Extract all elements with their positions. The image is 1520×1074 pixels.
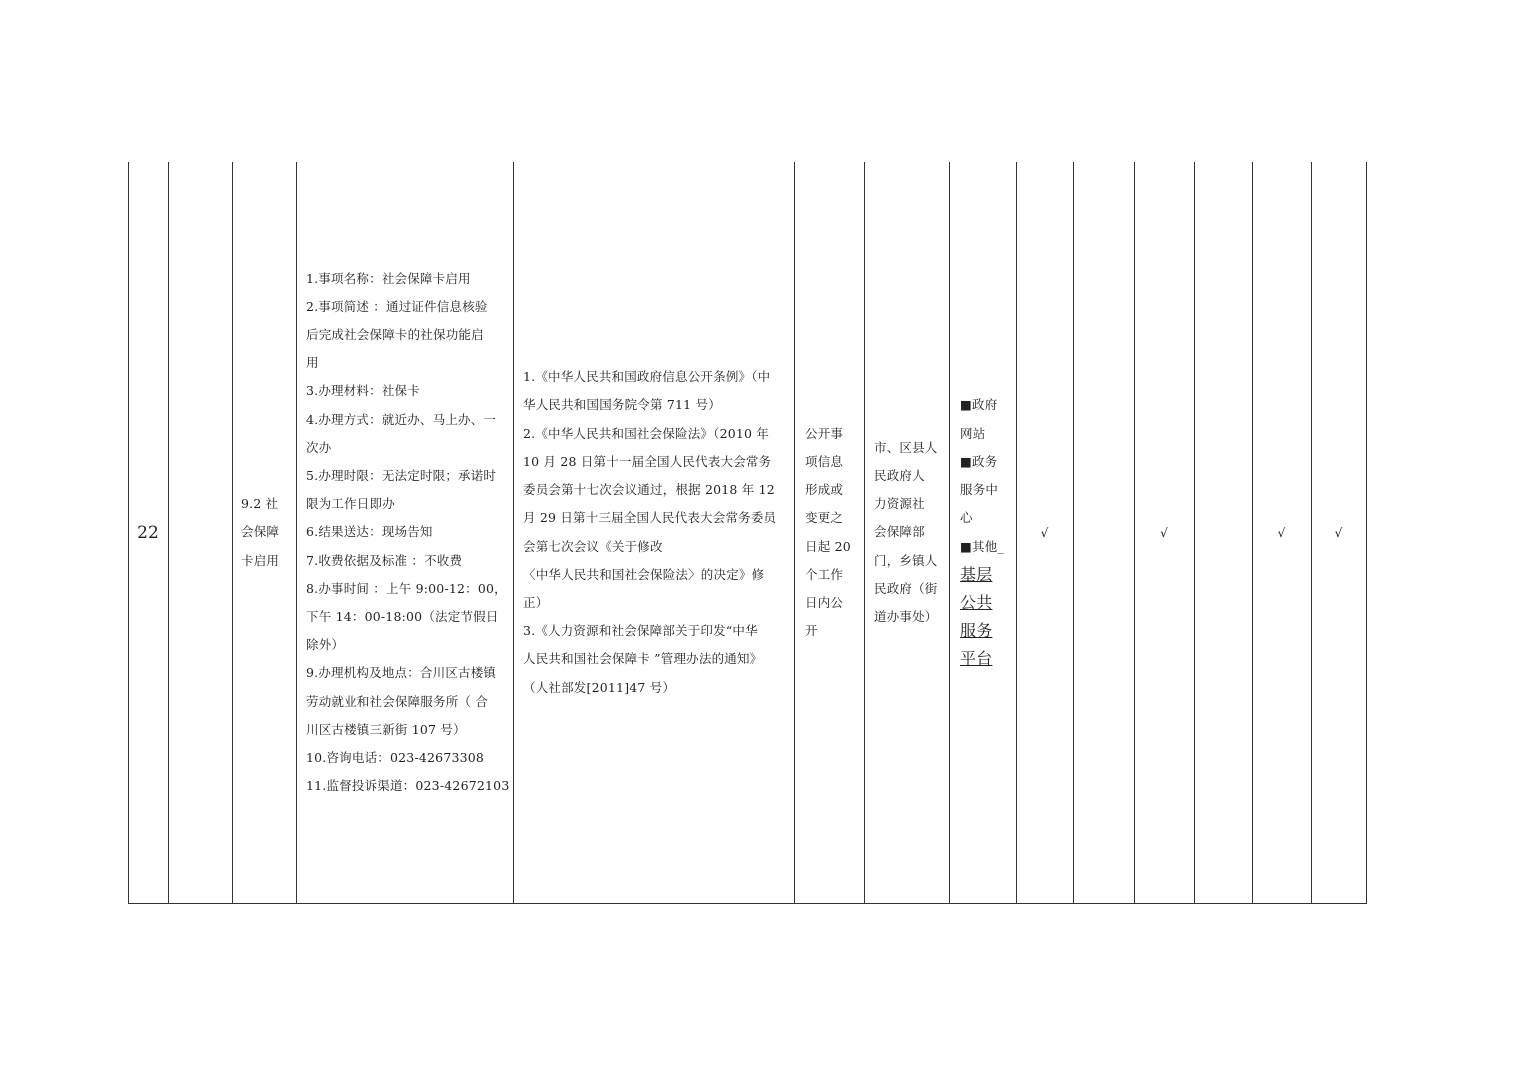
check-cell-3	[1252, 162, 1311, 903]
basis-cell	[513, 162, 794, 903]
channel-cell	[949, 162, 1016, 903]
disclosure-content: 1.事项名称：社会保障卡启用 2.事项简述 ：通过证件信息核验 后完成社会保障卡的社保功能启 用 3.办理材料：社保卡 4.办理方式：就近办、马上办、一 次办 5.办理时限：无法定时限；承诺时 限为工作日即办 6.结果送达：现场告知 7.收费依据及标准 ：不收费 8.办事时间 ：上午 9:00-12：00， 下午 14：00-18:00（法定节假日 除外） 9.办理机构及地点：合川区古楼镇 劳动就业和社会保障服务所（ 合 川区古楼镇三新街 107 号） 10.咨询电话：023-42673308 11.监督投诉渠道：023-42672103	[306, 270, 510, 794]
disclosure-subject: 市、区县人 民政府人 力资源社 会保障部 门，乡镇人 民政府（街 道办事处）	[874, 439, 938, 624]
time-limit-cell	[794, 162, 864, 903]
subject-cell	[864, 162, 949, 903]
check-cell-2	[1134, 162, 1194, 903]
item-name: 9.2 社 会保障 卡启用	[241, 496, 280, 568]
check-mark: √	[1277, 525, 1286, 540]
check-mark: √	[1334, 525, 1343, 540]
empty-cell-2	[1194, 162, 1252, 903]
check-cell-1	[1016, 162, 1073, 903]
grid-line	[168, 162, 169, 903]
row-number: 22	[137, 522, 159, 543]
content-cell	[296, 162, 513, 903]
disclosure-channel: ■政府 网站 ■政务 服务中 心 ■其他_ 基层 公共 服务 平台	[960, 391, 1004, 673]
disclosure-table	[128, 162, 1367, 904]
channel-other-text: 基层 公共 服务 平台	[960, 564, 993, 669]
disclosure-time-limit: 公开事 项信息 形成或 变更之 日起 20 个工作 日内公 开	[805, 425, 851, 639]
empty-cell-1	[1073, 162, 1134, 903]
grid-line	[1366, 162, 1367, 903]
item-name-cell	[232, 162, 296, 903]
row-number-cell	[128, 162, 168, 903]
check-mark: √	[1040, 525, 1049, 540]
check-mark: √	[1160, 525, 1168, 540]
check-cell-4	[1311, 162, 1366, 903]
disclosure-basis: 1.《中华人民共和国政府信息公开条例》（中 华人民共和国国务院令第 711 号） 2.《中华人民共和国社会保险法》（2010 年 10 月 28 日第十一届全国人民代表大会常务 委员会第十七次会议通过，根据 2018 年 12 月 29 日第十三届全国人民代表大会常务委员 会第七次会议《关于修改 〈中华人民共和国社会保险法〉的决定》修 正） 3.《人力资源和社会保障部关于印发“中华 人民共和国社会保障卡 ”管理办法的通知》 （人社部发[2011]47 号）	[523, 369, 777, 695]
